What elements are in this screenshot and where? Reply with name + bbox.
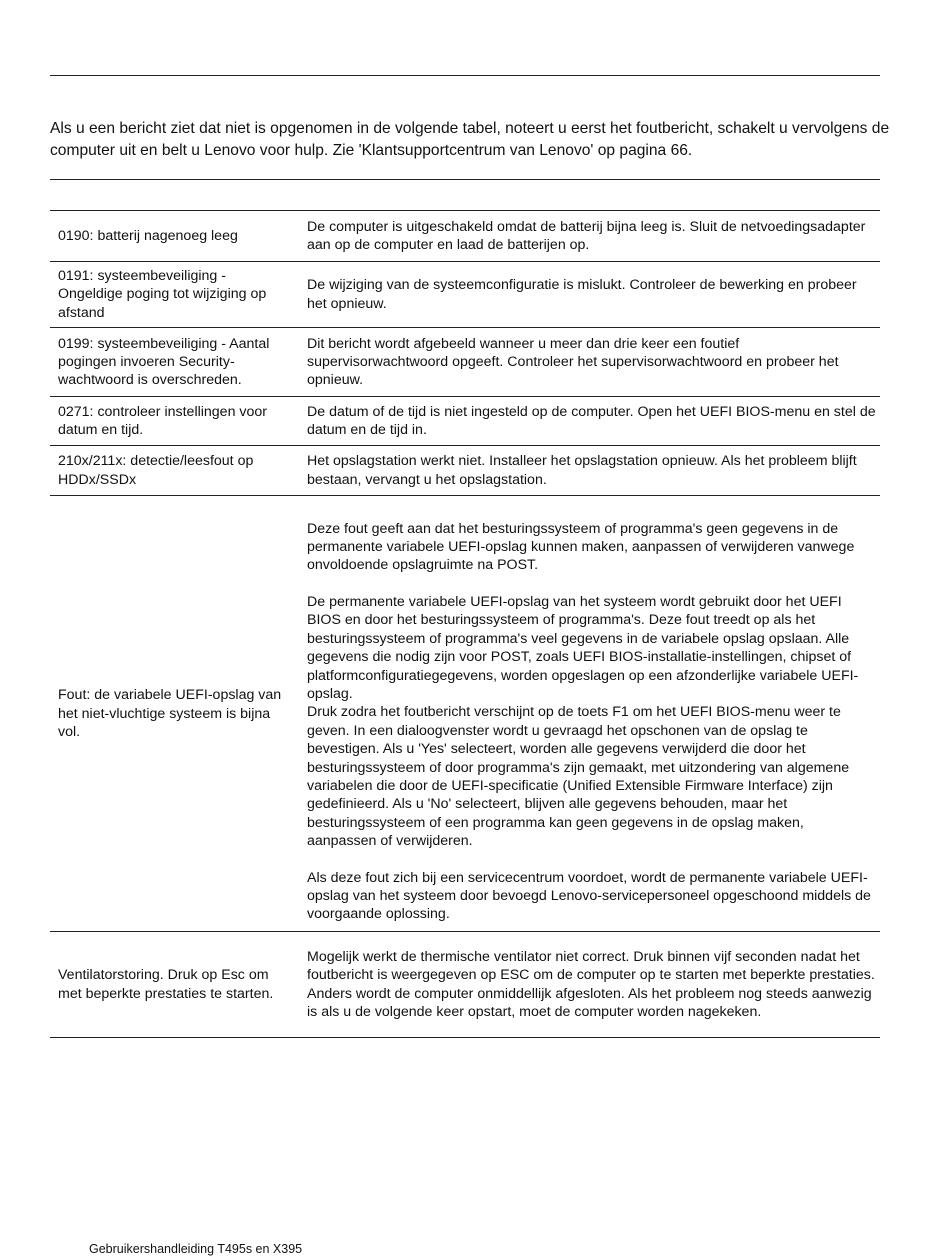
table-row xyxy=(50,397,880,446)
table-row xyxy=(50,328,880,397)
solution-text: Dit bericht wordt afgebeeld wanneer u meer dan drie keer een foutief supervisorwachtwoord opgeeft. Controleer het supervisorwachtwoord en probeer het opnieuw. xyxy=(307,335,839,389)
table-row xyxy=(50,262,880,328)
solution-text: Het opslagstation werkt niet. Installeer het opslagstation opnieuw. Als het probleem blijft bestaan, vervangt u het opslagstation. xyxy=(307,453,857,488)
error-message-cell: 210x/211x: detectie/leesfout op HDDx/SSDx xyxy=(50,446,300,496)
solution-cell xyxy=(300,446,880,496)
error-message-cell: 0191: systeembeveiliging - Ongeldige poging tot wijziging op afstand xyxy=(50,262,300,328)
table-row xyxy=(50,211,880,262)
table-row xyxy=(50,496,880,932)
solution-text: De datum of de tijd is niet ingesteld op de computer. Open het UEFI BIOS-menu en stel de datum en de tijd in. xyxy=(307,403,876,439)
table-row xyxy=(50,932,880,1038)
table-header-rule xyxy=(50,179,880,210)
solution-cell xyxy=(300,932,880,1038)
solution-text: De permanente variabele UEFI-opslag van het systeem wordt gebruikt door het UEFI BIOS en door het besturingssysteem of programma's. Deze fout treedt op als het besturingssysteem of programma's veel gegevens in de variabele opslag opslaan. Alle gegevens die nodig zijn voor POST, zoals UEFI BIOS-installatie-instellingen, chipset of platformconfiguratiegegevens, worden opgeslagen op een afzonderlijke variabele UEFI-opslag. xyxy=(307,593,859,702)
error-message-cell: Fout: de variabele UEFI-opslag van het niet-vluchtige systeem is bijna vol. xyxy=(50,496,300,932)
error-message-cell: 0199: systeembeveiliging - Aantal pogingen invoeren Security-wachtwoord is overschreden. xyxy=(50,328,300,397)
solution-text: De wijziging van de systeemconfiguratie is mislukt. Controleer de bewerking en probeer het opnieuw. xyxy=(307,277,857,312)
solution-cell xyxy=(300,328,880,397)
error-message-cell: 0271: controleer instellingen voor datum en tijd. xyxy=(50,397,300,446)
solution-cell xyxy=(300,397,880,446)
error-message-cell: Ventilatorstoring. Druk op Esc om met beperkte prestaties te starten. xyxy=(58,967,274,1002)
solution-text: Mogelijk werkt de thermische ventilator niet correct. Druk binnen vijf seconden nadat het foutbericht is weergegeven op ESC om de computer op te starten met beperkte prestaties. Anders wordt de computer onmiddellijk afgesloten. Als het probleem nog steeds aanwezig is als u de volgende keer opstart, moet de computer worden nagekeken. xyxy=(307,948,875,1021)
top-rule xyxy=(50,75,880,76)
solution-cell xyxy=(300,211,880,262)
error-message-cell: 0190: batterij nagenoeg leeg xyxy=(50,211,300,262)
solution-text: De computer is uitgeschakeld omdat de batterij bijna leeg is. Sluit de netvoedingsadapter aan op de computer en laad de batterijen op. xyxy=(307,218,866,253)
solution-text: Als deze fout zich bij een servicecentrum voordoet, wordt de permanente variabele UEFI-opslag van het systeem door bevoegd Lenovo-servicepersoneel opgeschoond middels de voorgaande oplossing. xyxy=(307,869,871,923)
error-table xyxy=(50,179,880,1038)
solution-cell xyxy=(300,496,880,932)
solution-cell xyxy=(300,262,880,328)
solution-text: Deze fout geeft aan dat het besturingssysteem of programma's geen gegevens in de permanente variabele UEFI-opslag kunnen maken, aanpassen of verwijderen vanwege onvoldoende opslagruimte na POST. xyxy=(307,520,855,574)
table-row xyxy=(50,446,880,496)
page-footer: Gebruikershandleiding T495s en X395 xyxy=(89,1242,303,1256)
solution-text: Druk zodra het foutbericht verschijnt op de toets F1 om het UEFI BIOS-menu weer te geven. In een dialoogvenster wordt u gevraagd het opschonen van de opslag te bevestigen. Als u 'Yes' selecteert, worden alle gegevens verwijderd die door het besturingssysteem of door programma's zijn gemaakt, met uitzondering van algemene variabelen die door de UEFI-specificatie (Unified Extensible Firmware Interface) zijn gedefinieerd. Als u 'No' selecteert, blijven alle gegevens behouden, maar het besturingssysteem of een programma kan geen gegevens in de opslag maken, aanpassen of verwijderen. xyxy=(307,704,850,850)
error-message-table xyxy=(50,210,880,1038)
intro-paragraph: Als u een bericht ziet dat niet is opgenomen in de volgende tabel, noteert u eerst het foutbericht, schakelt u vervolgens de computer uit en belt u Lenovo voor hulp. Zie 'Klantsupportcentrum van Lenovo' op pagina 66. xyxy=(50,120,890,159)
